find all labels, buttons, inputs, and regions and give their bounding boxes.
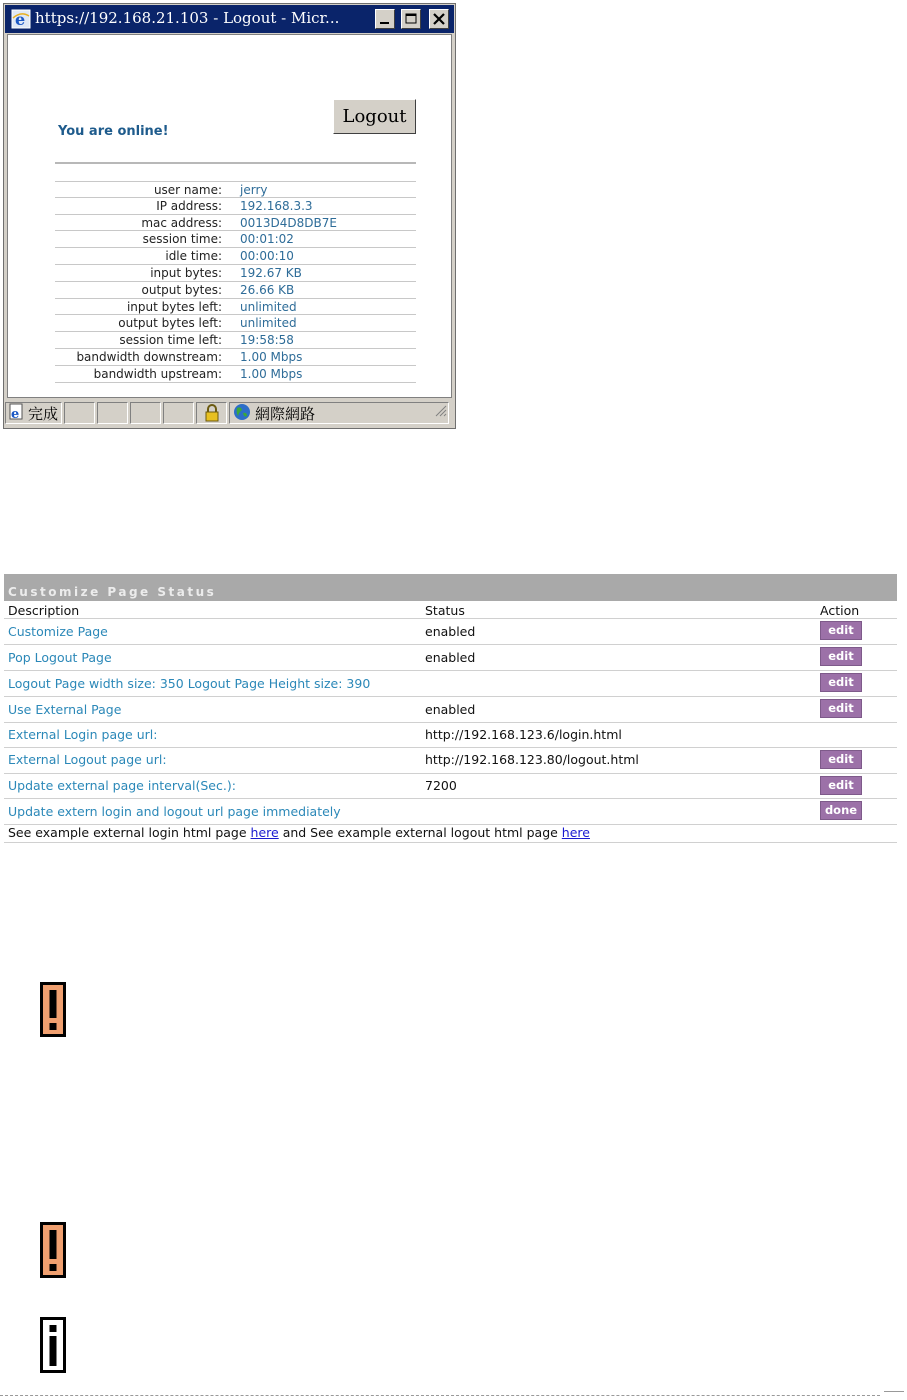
- svg-text:e: e: [11, 407, 20, 421]
- row-description: Pop Logout Page: [8, 650, 112, 665]
- edit-button[interactable]: edit: [820, 647, 862, 666]
- page-divider: [0, 1395, 880, 1396]
- maximize-button[interactable]: [401, 9, 421, 29]
- example-login-link[interactable]: here: [250, 825, 279, 840]
- info-row: output bytes left: unlimited: [55, 315, 416, 332]
- status-cell: [64, 402, 95, 424]
- row-description: Customize Page: [8, 624, 108, 639]
- page-divider: [884, 1391, 904, 1392]
- edit-button[interactable]: edit: [820, 673, 862, 692]
- edit-button[interactable]: edit: [820, 699, 862, 718]
- col-action: Action: [820, 603, 860, 618]
- info-row: session time left: 19:58:58: [55, 332, 416, 349]
- row-description: External Login page url:: [8, 727, 158, 742]
- logout-button[interactable]: Logout: [333, 99, 416, 134]
- row-description: External Logout page url:: [8, 752, 167, 767]
- close-button[interactable]: [429, 9, 449, 29]
- title-bar[interactable]: [5, 5, 454, 33]
- table-header-row: [4, 601, 897, 619]
- done-button[interactable]: done: [820, 801, 862, 820]
- edit-button[interactable]: edit: [820, 776, 862, 795]
- col-status: Status: [425, 603, 465, 618]
- window-title: https://192.168.21.103 - Logout - Micr...: [35, 9, 340, 27]
- footer-text: See example external login html page: [8, 825, 251, 840]
- row-status: http://192.168.123.6/login.html: [425, 727, 622, 742]
- customize-page-status-table: [4, 574, 897, 843]
- status-cell: [163, 402, 194, 424]
- warning-icon: [40, 1222, 66, 1282]
- status-zone-cell: [229, 402, 449, 424]
- info-row: output bytes: 26.66 KB: [55, 282, 416, 299]
- edit-button[interactable]: edit: [820, 750, 862, 769]
- status-zone-text: 網際網路: [255, 405, 316, 423]
- edit-button[interactable]: edit: [820, 621, 862, 640]
- table-title-bar: [4, 574, 897, 601]
- globe-icon: [233, 403, 251, 424]
- info-row: bandwidth downstream: 1.00 Mbps: [55, 349, 416, 366]
- col-description: Description: [8, 603, 80, 618]
- session-info-list: [55, 181, 416, 383]
- row-description: Update external page interval(Sec.):: [8, 778, 236, 793]
- status-cell: [97, 402, 128, 424]
- page-content: [7, 34, 452, 398]
- status-done-text: 完成: [28, 405, 59, 423]
- table-row: [4, 723, 897, 748]
- table-row: [4, 697, 897, 723]
- info-row: session time: 00:01:02: [55, 231, 416, 248]
- table-row: [4, 774, 897, 799]
- svg-text:e: e: [15, 10, 26, 29]
- table-footer: [4, 825, 897, 843]
- status-lock-cell: [196, 402, 227, 424]
- minimize-button[interactable]: [375, 9, 395, 29]
- table-row: [4, 671, 897, 697]
- status-bar: [5, 400, 454, 427]
- row-status: 7200: [425, 778, 457, 793]
- table-row: [4, 799, 897, 825]
- info-row: input bytes left: unlimited: [55, 299, 416, 316]
- info-row: bandwidth upstream: 1.00 Mbps: [55, 366, 416, 383]
- row-status: http://192.168.123.80/logout.html: [425, 752, 639, 767]
- info-icon: [40, 1317, 66, 1377]
- table-title: Customize Page Status: [8, 585, 217, 599]
- info-row: mac address: 0013D4D8DB7E: [55, 215, 416, 232]
- footer-text: and See example external logout html page: [278, 825, 562, 840]
- lock-icon: [203, 404, 221, 424]
- info-row: IP address: 192.168.3.3: [55, 198, 416, 215]
- info-row: user name: jerry: [55, 181, 416, 198]
- info-row: idle time: 00:00:10: [55, 248, 416, 265]
- table-row: [4, 645, 897, 671]
- status-cell: [130, 402, 161, 424]
- ie-icon: [11, 9, 31, 29]
- row-description: Update extern login and logout url page immediately: [8, 804, 341, 819]
- logout-popup-window: [3, 3, 456, 429]
- row-description: Logout Page width size: 350 Logout Page Height size: 390: [8, 676, 371, 691]
- online-status-text: You are online!: [58, 124, 169, 139]
- table-row: [4, 748, 897, 774]
- resize-grip-icon[interactable]: [435, 402, 447, 422]
- status-done-cell: [5, 402, 62, 424]
- warning-icon: [40, 982, 66, 1041]
- info-row: input bytes: 192.67 KB: [55, 265, 416, 282]
- row-description: Use External Page: [8, 702, 122, 717]
- row-status: enabled: [425, 650, 476, 665]
- row-status: enabled: [425, 702, 476, 717]
- example-logout-link[interactable]: here: [561, 825, 590, 840]
- divider: [55, 162, 416, 164]
- row-status: enabled: [425, 624, 476, 639]
- ie-page-icon: [8, 403, 26, 424]
- table-row: [4, 619, 897, 645]
